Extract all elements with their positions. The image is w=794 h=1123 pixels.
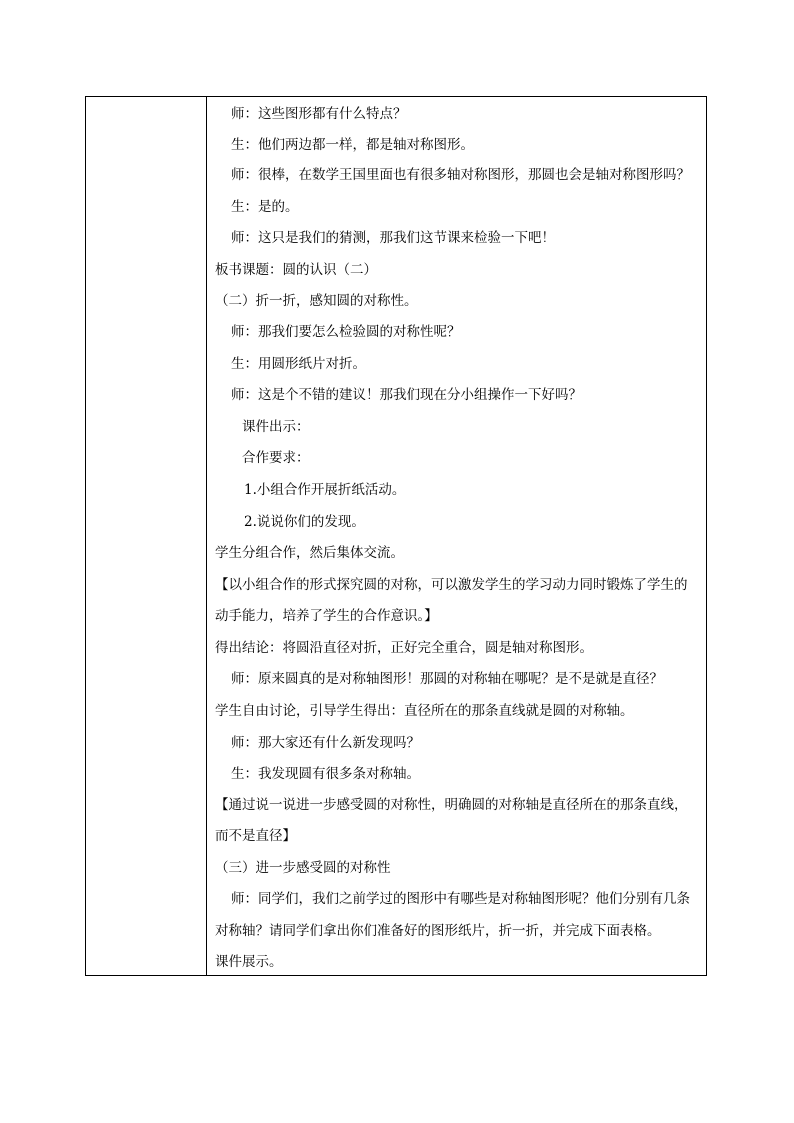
section-heading: （三）进一步感受圆的对称性 xyxy=(215,860,391,876)
table-content-cell xyxy=(215,97,705,975)
dialogue-line: 师：很棒，在数学王国里面也有很多轴对称图形，那圆也会是轴对称图形吗？ xyxy=(231,167,690,183)
note-line: 【通过说一说进一步感受圆的对称性，明确圆的对称轴是直径所在的那条直线， xyxy=(215,797,688,813)
note-line: 动手能力，培养了学生的合作意识。】 xyxy=(215,608,438,624)
courseware-line: 合作要求： xyxy=(242,450,310,466)
dialogue-line: 师：这些图形都有什么特点？ xyxy=(231,106,407,122)
note-line: 【以小组合作的形式探究圆的对称，可以激发学生的学习动力同时锻炼了学生的 xyxy=(215,577,688,593)
text-line: 学生分组合作，然后集体交流。 xyxy=(215,545,404,561)
board-title-line: 板书课题：圆的认识（二） xyxy=(215,262,377,278)
dialogue-line: 师：这只是我们的猜测，那我们这节课来检验一下吧！ xyxy=(231,230,555,246)
lesson-table xyxy=(85,96,707,976)
text-line: 学生自由讨论，引导学生得出：直径所在的那条直线就是圆的对称轴。 xyxy=(215,703,634,719)
dialogue-line: 生：我发现圆有很多条对称轴。 xyxy=(231,766,420,782)
note-line: 而不是直径】 xyxy=(215,828,296,844)
requirement-item: 2.说说你们的发现。 xyxy=(244,514,365,530)
dialogue-line: 生：是的。 xyxy=(231,199,299,215)
dialogue-line: 师：原来圆真的是对称轴图形！那圆的对称轴在哪呢？是不是就是直径？ xyxy=(231,671,663,687)
dialogue-line: 师：这是个不错的建议！那我们现在分小组操作一下好吗？ xyxy=(231,387,582,403)
dialogue-line: 师：那我们要怎么检验圆的对称性呢？ xyxy=(231,324,461,340)
courseware-line: 课件出示： xyxy=(242,419,310,435)
text-line: 得出结论：将圆沿直径对折，正好完全重合，圆是轴对称图形。 xyxy=(215,640,593,656)
dialogue-line: 师：同学们，我们之前学过的图形中有哪些是对称轴图形呢？他们分别有几条 xyxy=(231,891,690,907)
dialogue-line: 师：那大家还有什么新发现吗？ xyxy=(231,735,420,751)
section-heading: （二）折一折，感知圆的对称性。 xyxy=(215,293,418,309)
text-line: 课件展示。 xyxy=(215,954,283,970)
dialogue-line: 生：用圆形纸片对折。 xyxy=(231,356,366,372)
requirement-item: 1.小组合作开展折纸活动。 xyxy=(244,482,406,498)
dialogue-line: 生：他们两边都一样，都是轴对称图形。 xyxy=(231,137,474,153)
table-left-column xyxy=(86,97,207,975)
text-line: 对称轴？请同学们拿出你们准备好的图形纸片，折一折，并完成下面表格。 xyxy=(215,923,661,939)
